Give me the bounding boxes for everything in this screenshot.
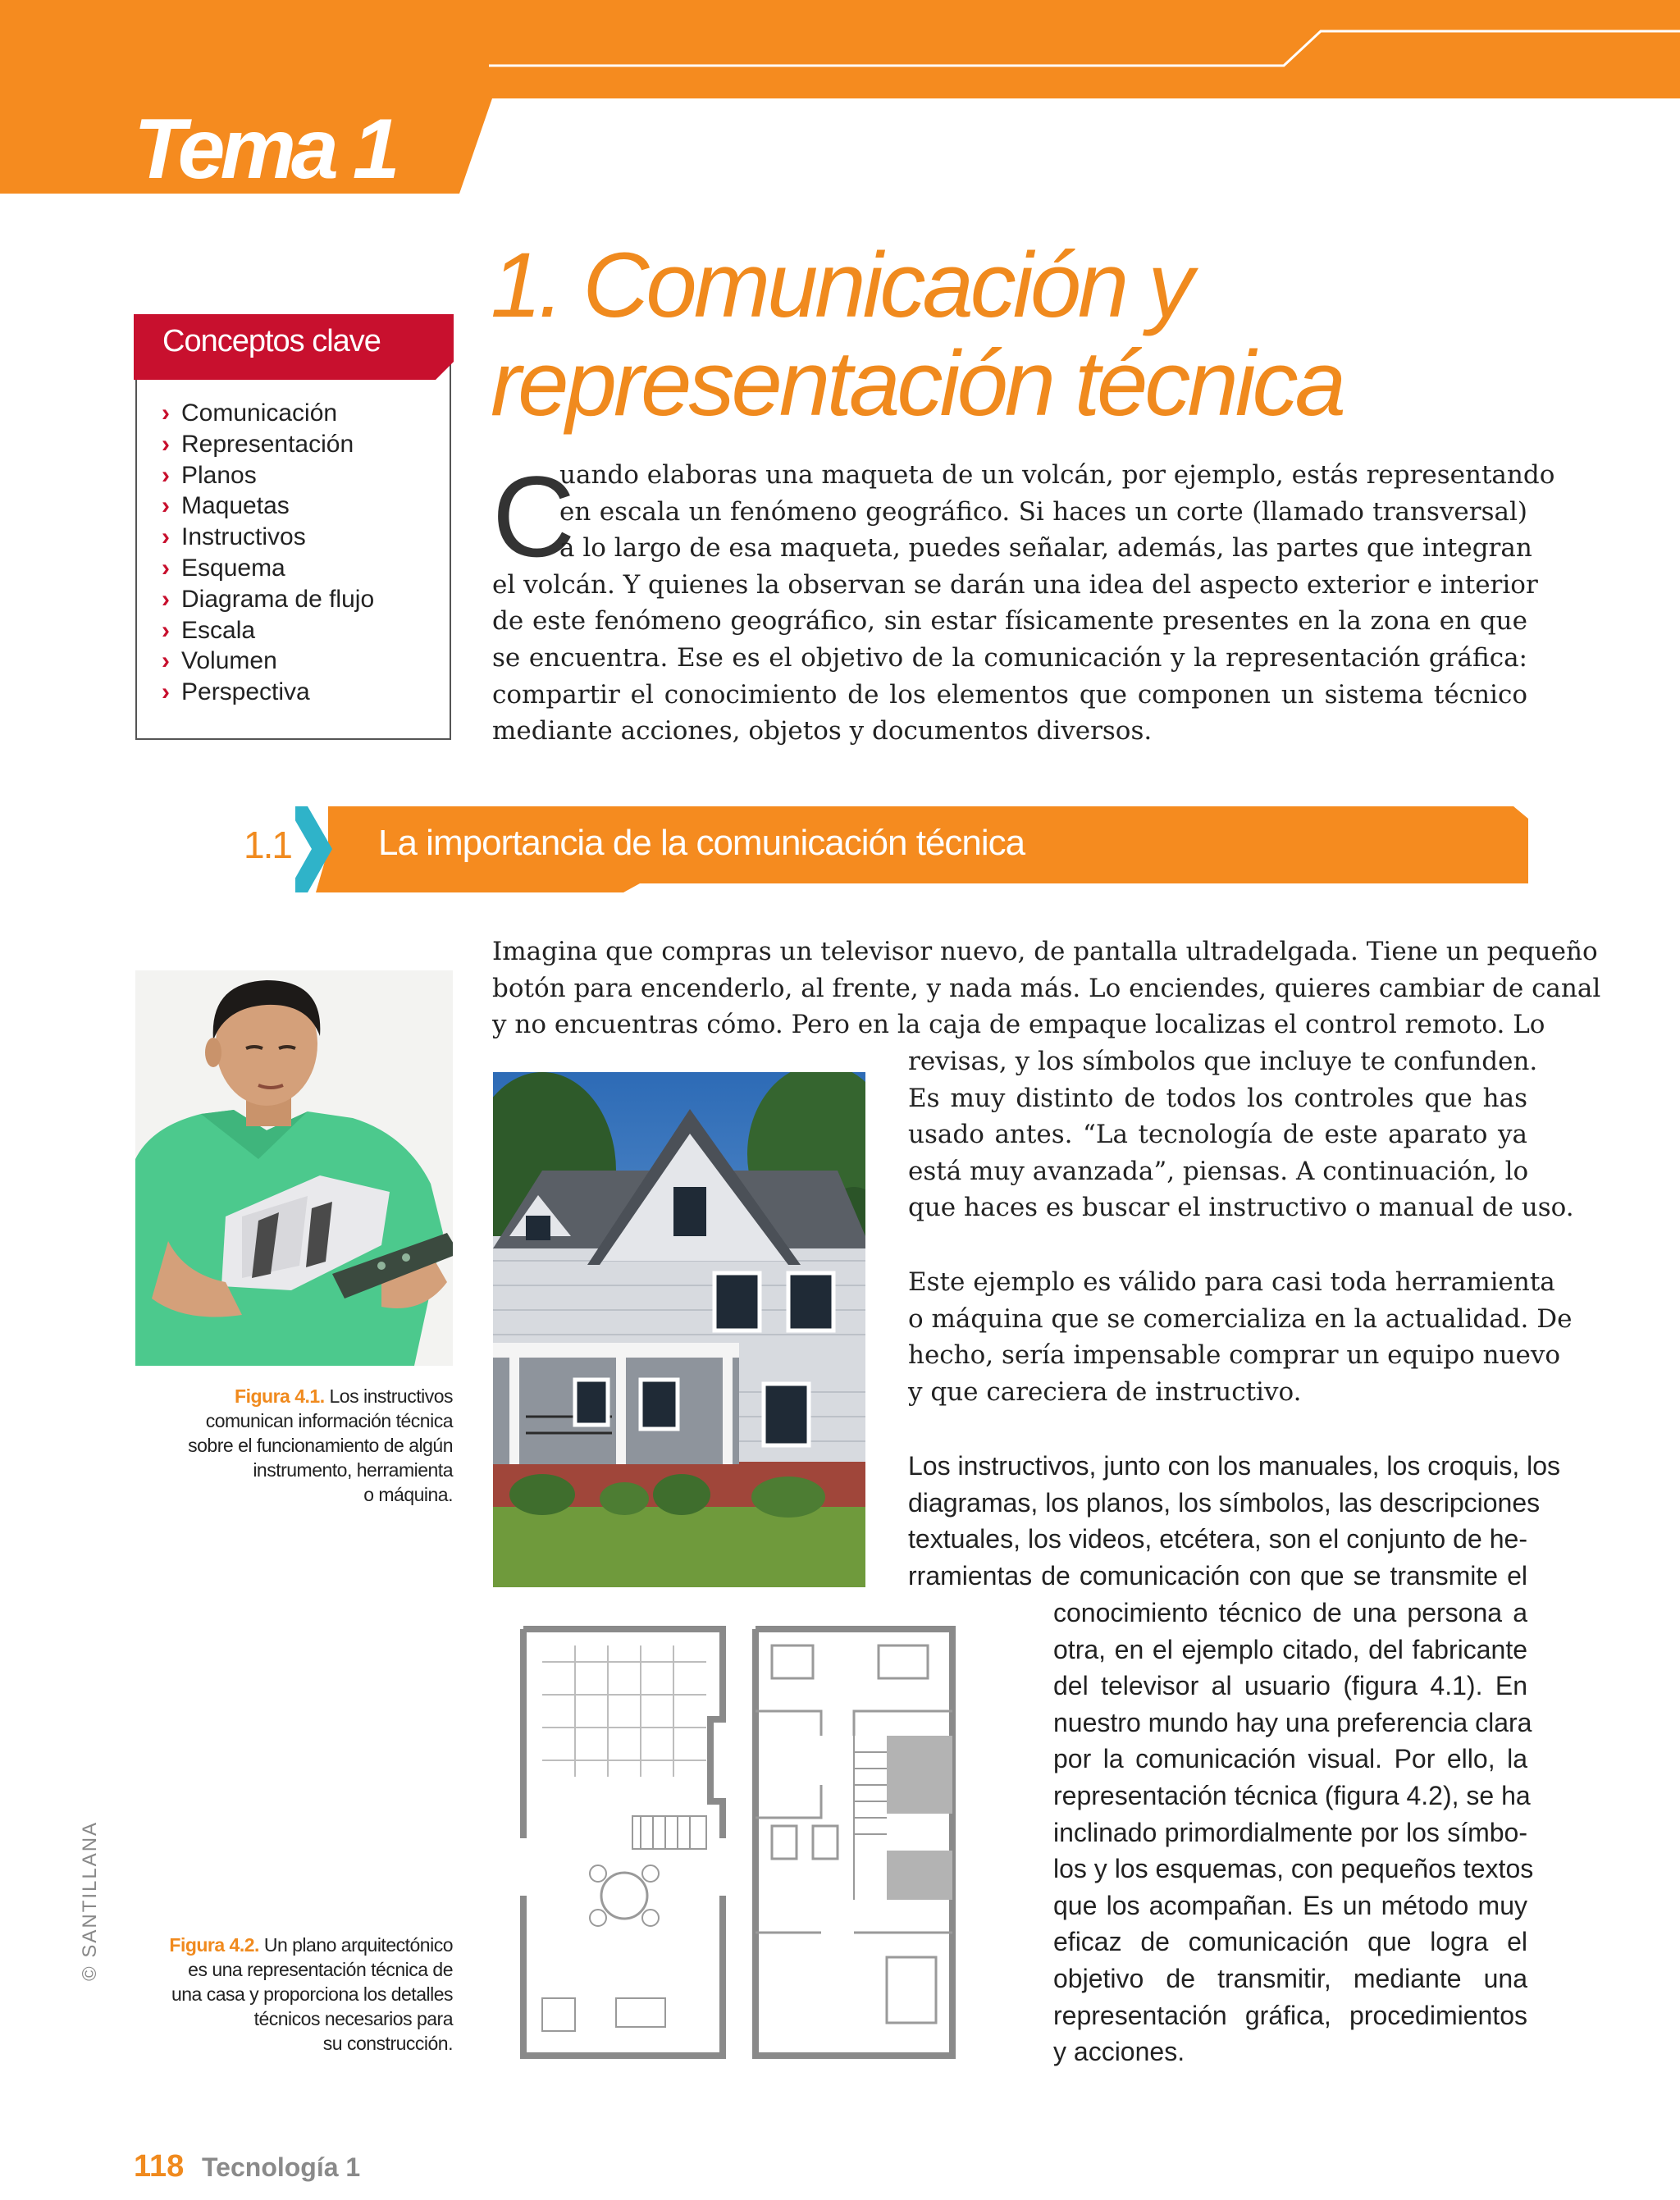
concept-item: › Volumen: [162, 646, 374, 677]
text-line: a lo largo de esa maqueta, puedes señalar, además, las partes que integran: [559, 533, 1532, 564]
caption-line: Figura 4.2. Un plano arquitectónico: [169, 1934, 453, 1956]
text-line: está muy avanzada”, piensas. A continuación, lo: [908, 1156, 1529, 1186]
book-title: Tecnología 1: [202, 2152, 361, 2182]
concept-item: › Escala: [162, 615, 374, 646]
text-line: se encuentra. Ese es el objetivo de la comunicación y la representación gráfica:: [492, 642, 1527, 673]
text-line: y que careciera de instructivo.: [908, 1376, 1302, 1407]
chevron-right-icon: ›: [162, 399, 170, 427]
section-title: La importancia de la comunicación técnica: [378, 823, 1025, 863]
text-line: y no encuentras cómo. Pero en la caja de empaque localizas el control remoto. Lo: [492, 1010, 1545, 1040]
paragraph-2: [908, 1264, 1573, 1410]
figure-4-2-caption: [115, 1933, 453, 2056]
text-line: representación técnica (figura 4.2), se ha: [1053, 1780, 1531, 1810]
text-line: o máquina que se comercializa en la actualidad. De: [908, 1303, 1573, 1334]
text-line: uando elaboras una maqueta de un volcán, por ejemplo, estás representando: [559, 460, 1555, 490]
concept-item: › Perspectiva: [162, 677, 374, 708]
chevron-right-icon: ›: [162, 585, 170, 613]
text-line: el volcán. Y quienes la observan se darán una idea del aspecto exterior e interior: [492, 569, 1538, 600]
text-line: textuales, los videos, etcétera, son el conjunto de he-: [908, 1524, 1527, 1554]
main-title-line-2: representación técnica: [491, 332, 1343, 435]
text-line: Este ejemplo es válido para casi toda herramienta: [908, 1267, 1555, 1297]
paragraph-1: [492, 933, 1601, 1043]
text-line: los y los esquemas, con pequeños textos: [1053, 1854, 1534, 1884]
text-line: otra, en el ejemplo citado, del fabricante: [1053, 1634, 1527, 1664]
concept-item: › Planos: [162, 460, 374, 491]
boy-reading-instructions-photo: [135, 970, 453, 1366]
copyright-notice: © SANTILLANA: [79, 1820, 101, 1981]
figure-label: Figura 4.1.: [235, 1385, 325, 1407]
drop-cap: C: [492, 452, 576, 581]
text-line: conocimiento técnico de una persona a: [1053, 1598, 1527, 1627]
text-line: Los instructivos, junto con los manuales, los croquis, los: [908, 1451, 1561, 1481]
house-photo: [493, 1072, 865, 1587]
main-title-line-1: 1. Comunicación y: [491, 234, 1191, 336]
text-line: botón para encenderlo, al frente, y nada más. Lo enciendes, quieres cambiar de canal: [492, 973, 1601, 1003]
floor-plan-drawing: [493, 1613, 985, 2072]
caption-line: una casa y proporciona los detalles: [171, 1983, 453, 2005]
paragraph-3: [908, 1448, 1561, 1594]
key-concepts-title: Conceptos clave: [162, 324, 381, 358]
caption-line: o máquina.: [363, 1484, 453, 1505]
chevron-right-icon: ›: [162, 647, 170, 675]
text-line: diagramas, los planos, los símbolos, las descripciones: [908, 1487, 1541, 1518]
chevron-right-icon: ›: [162, 461, 170, 489]
text-line: por la comunicación visual. Por ello, la: [1053, 1744, 1527, 1774]
text-line: que haces es buscar el instructivo o manual de uso.: [908, 1193, 1574, 1223]
paragraph-1-continued: [908, 1043, 1574, 1226]
concept-item: › Instructivos: [162, 522, 374, 553]
text-line: mediante acciones, objetos y documentos diversos.: [492, 716, 1153, 746]
text-line: en escala un fenómeno geográfico. Si haces un corte (llamado transversal): [559, 496, 1527, 527]
figure-4-1-caption: [135, 1384, 453, 1507]
caption-line: técnicos necesarios para: [253, 2008, 453, 2029]
concept-item: › Esquema: [162, 553, 374, 584]
text-line: nuestro mundo hay una preferencia clara: [1053, 1707, 1532, 1737]
text-line: del televisor al usuario (figura 4.1). En: [1053, 1671, 1527, 1701]
text-line: Imagina que compras un televisor nuevo, de pantalla ultradelgada. Tiene un pequeño: [492, 937, 1598, 966]
text-line: revisas, y los símbolos que incluye te confunden.: [908, 1047, 1538, 1076]
concept-item: › Diagrama de flujo: [162, 584, 374, 615]
chevron-right-icon: ›: [162, 430, 170, 458]
text-line: usado antes. “La tecnología de este aparato ya: [908, 1120, 1527, 1150]
text-line: de este fenómeno geográfico, sin estar físicamente presentes en la zona en que: [492, 606, 1527, 637]
concept-item: › Representación: [162, 429, 374, 460]
caption-line: instrumento, herramienta: [253, 1459, 453, 1481]
text-line: objetivo de transmitir, mediante una: [1053, 1963, 1527, 1993]
caption-line: sobre el funcionamiento de algún: [188, 1435, 453, 1456]
text-line: hecho, sería impensable comprar un equipo nuevo: [908, 1340, 1561, 1371]
caption-line: es una representación técnica de: [188, 1959, 453, 1980]
caption-line: comunican información técnica: [205, 1410, 453, 1431]
text-line: representación gráfica, procedimientos: [1053, 2000, 1527, 2030]
text-line: y acciones.: [1053, 2037, 1185, 2067]
text-line: Es muy distinto de todos los controles que has: [908, 1083, 1527, 1113]
caption-line: Figura 4.1. Los instructivos: [235, 1385, 453, 1407]
text-line: rramientas de comunicación con que se transmite el: [908, 1560, 1527, 1591]
section-number: 1.1: [244, 824, 291, 866]
concept-item: › Maquetas: [162, 491, 374, 522]
text-line: eficaz de comunicación que logra el: [1053, 1927, 1527, 1957]
chevron-right-icon: ›: [162, 523, 170, 551]
chevron-right-icon: ›: [162, 678, 170, 706]
tema-title: Tema 1: [134, 102, 395, 197]
text-line: inclinado primordialmente por los símbo-: [1053, 1817, 1527, 1847]
chevron-right-icon: ›: [162, 616, 170, 644]
text-line: compartir el conocimiento de los elementos que componen un sistema técnico: [492, 679, 1527, 710]
chevron-right-icon: ›: [162, 554, 170, 582]
paragraph-3-continued: [1053, 1595, 1534, 2070]
page-number: 118: [134, 2149, 185, 2184]
caption-line: su construcción.: [322, 2033, 453, 2054]
intro-paragraph: [492, 452, 1555, 750]
key-concepts-list: [162, 398, 374, 708]
text-line: que los acompañan. Es un método muy: [1053, 1890, 1527, 1920]
figure-label: Figura 4.2.: [169, 1934, 259, 1956]
chevron-right-icon: ›: [162, 492, 170, 520]
main-title: [491, 236, 1557, 433]
concept-item: › Comunicación: [162, 398, 374, 429]
